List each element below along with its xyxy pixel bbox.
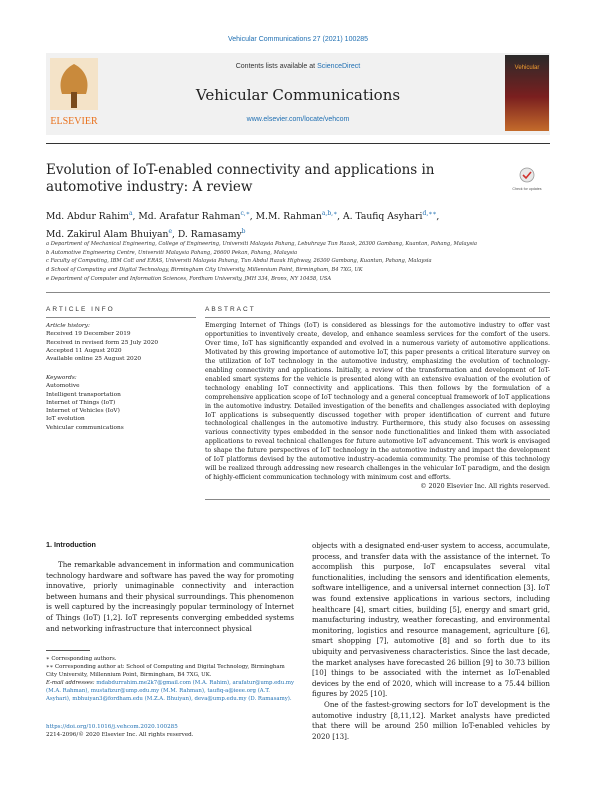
affiliation-line: b Automotive Engineering Centre, Universiti Malaysia Pahang, 26600 Pekan, Pahang, Malaysia: [46, 249, 298, 256]
footnotes: [46, 655, 296, 704]
publisher-name: ELSEVIER: [50, 116, 98, 127]
doi-link[interactable]: https://doi.org/10.1016/j.vehcom.2020.100285: [46, 724, 178, 730]
email-footnote: [46, 679, 296, 703]
contents-prefix: Contents lists available at: [235, 63, 318, 70]
keywords-label: Keywords:: [46, 375, 77, 381]
affiliation-line: e Department of Computer and Information Sciences, Fordham University, JMH 334, Bronx, NY 10458, USA: [46, 275, 332, 282]
article-info-rule: [46, 317, 196, 318]
body-paragraph: The remarkable advancement in information and communication technology hardware and software has paved the way for promoting innovative, priorly unimaginable connectivity and interaction between humans and their physical surroundings. This phenomenon is well captured by the increasingly popular terminology of Internet of Things (IoT) [1,2]. IoT represents converging embedded systems and networking infrastructure that interconnect physical: [46, 560, 294, 633]
author-affil-ref[interactable]: e: [168, 228, 173, 236]
journal-reference[interactable]: Vehicular Communications 27 (2021) 100285: [227, 36, 369, 43]
journal-title: Vehicular Communications: [195, 86, 401, 104]
author-affil-ref[interactable]: d,∗∗: [422, 210, 437, 217]
issn-copyright: 2214-2096/© 2020 Elsevier Inc. All rights reserved.: [46, 732, 194, 738]
article-title: Evolution of IoT-enabled connectivity and applications in automotive industry: A review: [46, 162, 435, 195]
keyword: Vehicular communications: [46, 424, 124, 431]
author-name[interactable]: Md. Abdur Rahim: [46, 211, 129, 223]
body-paragraph: objects with a designated end-user system to access, accumulate, process, and transfer data with the assistance of the internet. To accomplish this purpose, IoT encapsulates several vital functionalities, including the sensors and identification elements, software intelligence, and a universal internet connection [3]. IoT was found extensive applications in various sectors, including healthcare [4], smart cities, building [5], energy and smart grid, manufacturing industry, weather forecasting, and environmental monitoring, logistics and resource management, agriculture [6], smart shopping [7], automotive [8] and so forth due to its ubiquity and pervasiveness characteristics. Since the last decade, the market analyses have forecasted 26 billion [9] to 30.73 billion [10] things to be associated with the internet as IoT-enabled devices by the end of 2020, which will increase to a 75.44 billion figures by 2025 [10].: [312, 541, 550, 699]
body-paragraph: One of the fastest-growing sectors for IoT development is the automotive industry [8,11,12]. Market analysts have predicted that there will be around 250 million IoT-enabled vehicles by 2020 [13].: [312, 699, 550, 741]
keyword: Automotive: [46, 383, 80, 390]
check-for-updates-icon[interactable]: [510, 166, 544, 194]
body-column-left: [46, 560, 294, 634]
history-item: Received 19 December 2019: [46, 331, 131, 338]
header-rule: [46, 143, 550, 144]
footnote: ∗∗ Corresponding author at: School of Computing and Digital Technology, Birmingham City University, Millennium Point, Birmingham, B4 7XG, UK.: [46, 664, 285, 679]
author-name[interactable]: Md. Zakirul Alam Bhuiyan: [46, 229, 169, 241]
footnote: ∗ Corresponding authors.: [46, 656, 117, 662]
journal-cover-image: [505, 55, 549, 131]
abstract-copyright: © 2020 Elsevier Inc. All rights reserved.: [420, 483, 550, 491]
history-label: Article history:: [46, 323, 90, 329]
journal-url[interactable]: www.elsevier.com/locate/vehcom: [246, 116, 350, 123]
author-name[interactable]: D. Ramasamy: [177, 229, 242, 241]
affiliation-line: a Department of Mechanical Engineering, College of Engineering, Universiti Malaysia Pahang, Lebuhraya Tun Razak, 26300 Gambang, Kuantan, Pahang, Malaysia: [46, 241, 477, 247]
introduction-heading: 1. Introduction: [46, 540, 96, 549]
author-name[interactable]: A. Taufiq Asyhari: [343, 211, 423, 223]
keyword: Internet of Things (IoT): [46, 399, 116, 406]
abstract-body: [205, 322, 550, 492]
author-affil-ref[interactable]: a,b,∗: [321, 210, 338, 217]
email-label: E-mail addresses:: [46, 680, 95, 687]
history-item: Accepted 11 August 2020: [46, 347, 122, 354]
author-affil-ref[interactable]: c,∗: [240, 210, 250, 217]
author-affil-ref[interactable]: b: [241, 228, 246, 236]
affiliations: [46, 240, 550, 284]
author-affil-ref[interactable]: a: [128, 210, 133, 217]
footnote-rule: [46, 650, 90, 651]
history-item: Received in revised form 25 July 2020: [46, 339, 159, 346]
affiliation-line: d School of Computing and Digital Technology, Birmingham City University, Millennium Point, Birmingham, B4 7XG, UK: [46, 267, 363, 274]
sciencedirect-link[interactable]: ScienceDirect: [317, 63, 361, 70]
article-history: [46, 322, 196, 363]
cover-title: Vehicular: [514, 65, 540, 71]
abstract-end-rule: [205, 499, 550, 500]
keyword: Internet of Vehicles (IoV): [46, 408, 120, 415]
author-name[interactable]: M.M. Rahman: [255, 211, 322, 223]
section-rule: [46, 292, 550, 293]
email-addresses[interactable]: mdabdurrahim.me2k7@gmail.com (M.A. Rahim), arafatur@ump.edu.my (M.A. Rahman), mustafizur@ump.edu.my (M.M. Rahman), taufiq-a@ieee.org (A.T. Asyhari), mbhuiyan3@fordham.edu (M.Z.A. Bhuiyan), deva@ump.edu.my (D. Ramasamy).: [46, 680, 295, 703]
abstract-text: Emerging Internet of Things (IoT) is considered as blessings for the automotive industry to offer vast opportunities to inventively create, develop, and enhance seamless services for the comfort of the users. Over time, IoT has significantly expanded and evolved in a numerous variety of automotive applications. Motivated by this growing importance of automotive IoT, this paper presents a critical literature survey on the utilization of IoT technology in the automotive industry, emphasizing the evolution of technology-enabling connectivity and applications. Initially, a review of the transformation and development of IoT-enabled smart systems for the vehicle is presented along with an extensive evaluation of the evolution of technology enabling IoT connectivity and applications. This then follows by the formulation of a comprehensive application scope of IoT technology and a general conceptual framework of IoT applications in the automotive industry. Detailed investigation of the benefits and challenges associated with deploying IoT applications is subsequently discussed together with proper identification of current and future technological challenges in the automotive industry. Furthermore, this study also focuses on assessing various connectivity types embedded in the sensor node functionalities and linked them with associated applications to reveal technical challenges for future automotive IoT advancement. This work is envisaged to shape the future perspectives of IoT technology in the automotive industry and impact the development of IoT platforms devised by the automotive industry–academia community. The promise of this technology will be realized through addressing new research challenges in the vehicular IoT paradigm, and the design of highly-efficient communication technology with minimum cost and efforts.: [205, 322, 551, 482]
check-for-updates-label: Check for updates: [512, 187, 542, 191]
body-column-right: [312, 541, 550, 742]
keyword: IoT evolution: [46, 416, 85, 423]
author-list: Md. Abdur Rahim$^a$, Md. Arafatur Rahman$^{c,∗}$, M.M. Rahman$^{a,b,∗}$, A. Taufiq Asyhari$^{d,∗∗}$, Md. Zakirul Alam Bhuiyan$^e$, D. Ramasamy$^b$: [46, 210, 440, 241]
affiliation-line: c Faculty of Computing, IBM CoE and ERAS, Universiti Malaysia Pahang, Tun Abdul Razak Highway, 26300 Gambang, Kuantan, Pahang, Malaysia: [46, 258, 432, 265]
abstract-heading: ABSTRACT: [205, 306, 256, 313]
history-item: Available online 25 August 2020: [46, 356, 142, 363]
author-name[interactable]: Md. Arafatur Rahman: [138, 211, 241, 223]
keyword: Intelligent transportation: [46, 391, 121, 398]
keywords: [46, 374, 196, 432]
abstract-rule: [205, 317, 550, 318]
doi-block: [46, 723, 194, 739]
article-info-heading: ARTICLE INFO: [46, 306, 115, 313]
